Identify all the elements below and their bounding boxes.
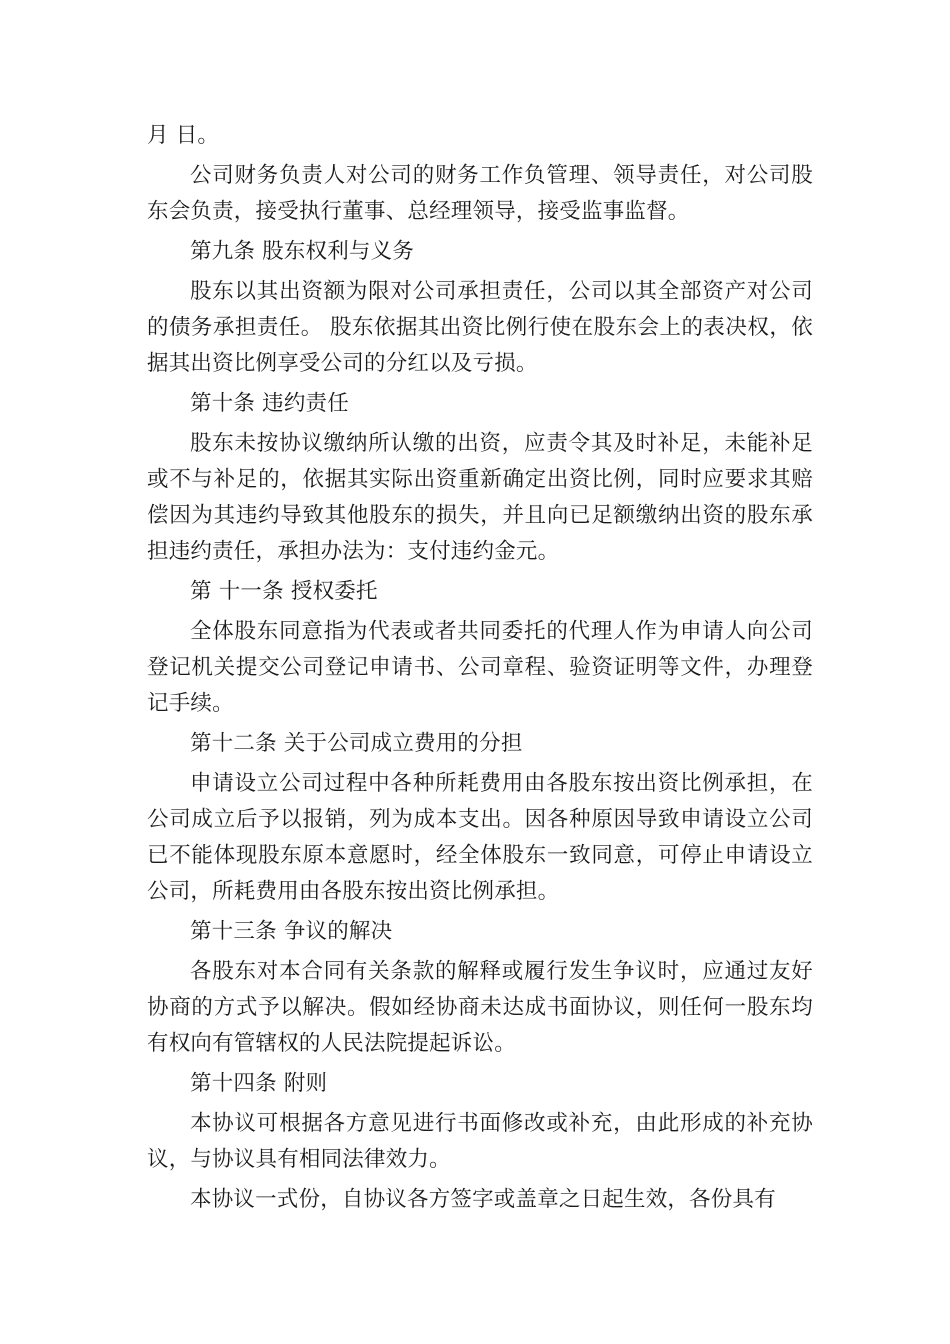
paragraph-article-14-amendment: 本协议可根据各方意见进行书面修改或补充，由此形成的补充协议，与协议具有相同法律效力。 [147,1111,813,1172]
paragraph-article-9: 股东以其出资额为限对公司承担责任，公司以其全部资产对公司的债务承担责任。 股东依据其出资比例行使在股东会上的表决权，依据其出资比例享受公司的分红以及亏损。 [147,279,813,376]
paragraph-article-10: 股东未按协议缴纳所认缴的出资，应责令其及时补足，未能补足或不与补足的，依据其实际出资重新确定出资比例，同时应要求其赔偿因为其违约导致其他股东的损失，并且向已足额缴纳出资的股东承担违约责任，承担办法为：支付违约金元。 [147,431,813,564]
paragraph-article-11: 全体股东同意指为代表或者共同委托的代理人作为申请人向公司登记机关提交公司登记申请书、公司章程、验资证明等文件，办理登记手续。 [147,619,813,716]
document-body [147,118,813,1222]
article-14-heading: 第十四条 附则 [190,1071,328,1096]
paragraph-article-14-copies: 本协议一式份，自协议各方签字或盖章之日起生效，各份具有 [190,1187,776,1212]
article-12-heading: 第十二条 关于公司成立费用的分担 [190,731,523,756]
paragraph-finance-officer: 公司财务负责人对公司的财务工作负管理、领导责任，对公司股东会负责，接受执行董事、总经理领导，接受监事监督。 [147,163,813,224]
article-9-heading: 第九条 股东权利与义务 [190,239,415,264]
paragraph-date-fragment: 月 日。 [147,123,220,148]
article-13-heading: 第十三条 争议的解决 [190,919,393,944]
article-11-heading: 第 十一条 授权委托 [190,579,378,604]
paragraph-article-12: 申请设立公司过程中各种所耗费用由各股东按出资比例承担，在公司成立后予以报销，列为成本支出。因各种原因导致申请设立公司已不能体现股东原本意愿时，经全体股东一致同意，可停止申请设立公司，所耗费用由各股东按出资比例承担。 [147,771,813,904]
paragraph-article-13: 各股东对本合同有关条款的解释或履行发生争议时，应通过友好协商的方式予以解决。假如经协商未达成书面协议，则任何一股东均有权向有管辖权的人民法院提起诉讼。 [147,959,813,1056]
article-10-heading: 第十条 违约责任 [190,391,349,416]
